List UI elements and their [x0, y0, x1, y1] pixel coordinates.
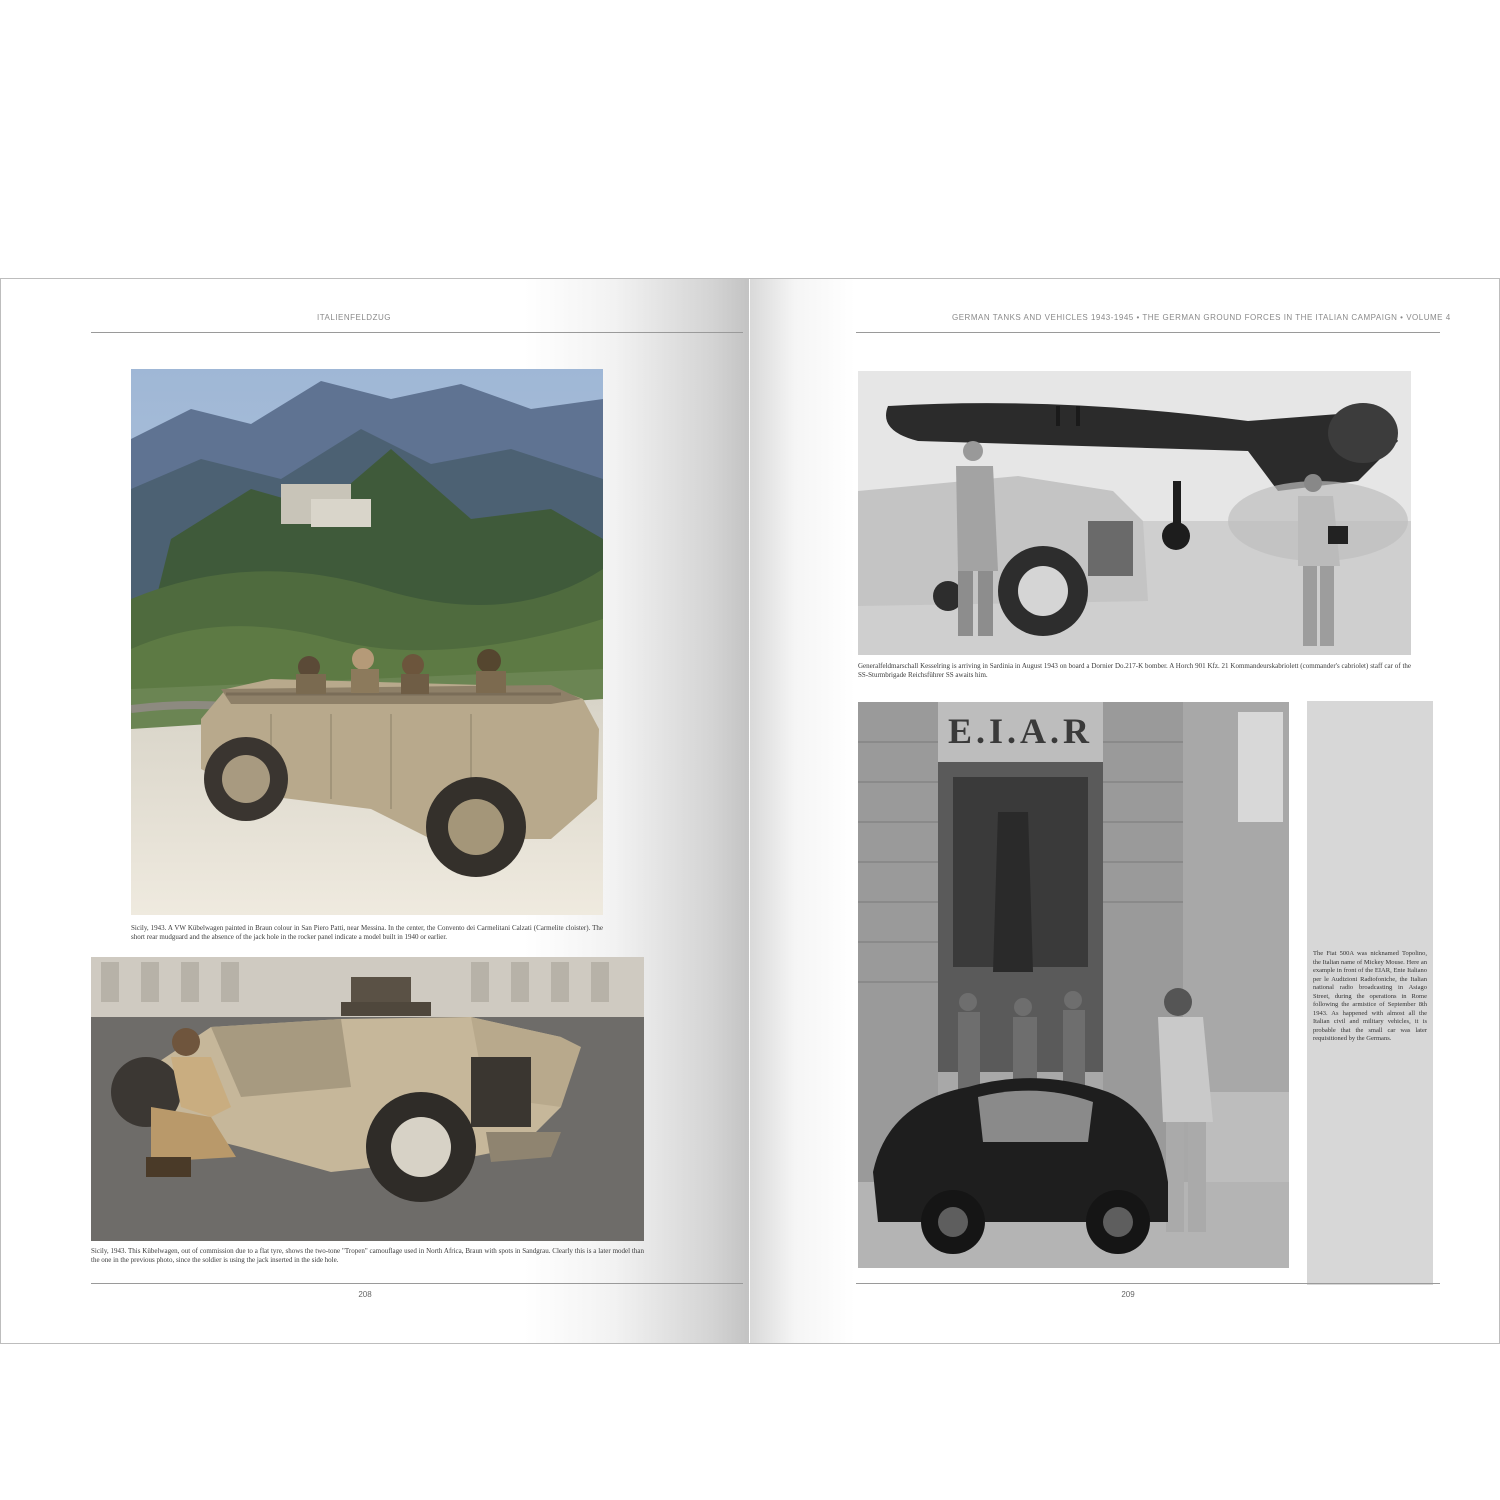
right-page-number: 209	[1121, 1290, 1135, 1299]
right-footer-rule	[856, 1283, 1440, 1284]
eiar-sign: E.I.A.R	[948, 711, 1094, 751]
left-header-rule	[91, 332, 743, 333]
left-page-number: 208	[358, 1290, 372, 1299]
right-header-rule	[856, 332, 1440, 333]
right-caption-top: Generalfeldmarschall Kesselring is arriving in Sardinia in August 1943 on board a Dornier Do.217-K bomber. A Horch 901 Kfz. 21 Kommandeurskabriolett (commander's cabriolet) staff car of the SS-Sturmbrigade Reichsführer SS awaits him.	[858, 662, 1411, 679]
left-page	[1, 279, 749, 1343]
left-caption-top: Sicily, 1943. A VW Kübelwagen painted in Braun colour in San Piero Patti, near Messina. In the center, the Convento dei Carmelitani Calzati (Carmelite cloister). The short rear mudguard and the absence of the jack hole in the rocker panel indicate a model built in 1940 or earlier.	[131, 924, 603, 941]
eiar-topolino-photo	[858, 702, 1289, 1268]
left-running-head: ITALIENFELDZUG	[317, 313, 391, 322]
left-caption-bottom: Sicily, 1943. This Kübelwagen, out of commission due to a flat tyre, shows the two-tone "Tropen" camouflage used in North Africa, Braun with spots in Sandgrau. Clearly this is a later model than the one in the previous photo, since the soldier is using the jack inserted in the side hole.	[91, 1247, 644, 1264]
book-spread	[0, 278, 1500, 1344]
right-running-head: GERMAN TANKS AND VEHICLES 1943-1945 • THE GERMAN GROUND FORCES IN THE ITALIAN CAMPAIGN • VOLUME 4	[952, 313, 1451, 322]
kubelwagen-mountain-photo	[131, 369, 603, 915]
right-page	[750, 279, 1499, 1343]
dornier-bomber-photo	[858, 371, 1411, 655]
left-footer-rule	[91, 1283, 743, 1284]
kubelwagen-flat-tyre-photo	[91, 957, 644, 1241]
sidebar-caption: The Fiat 500A was nicknamed Topolino, the Italian name of Mickey Mouse. Here an example in front of the EIAR, Ente Italiano per le Audizioni Radiofoniche, the Italian national radio broadcasting in Asiago Street, during the operations in Rome following the armistice of September 8th 1943. As happened with almost all the Italian civil and military vehicles, it is probable that the small car was later requisitioned by the Germans.	[1313, 950, 1427, 1042]
